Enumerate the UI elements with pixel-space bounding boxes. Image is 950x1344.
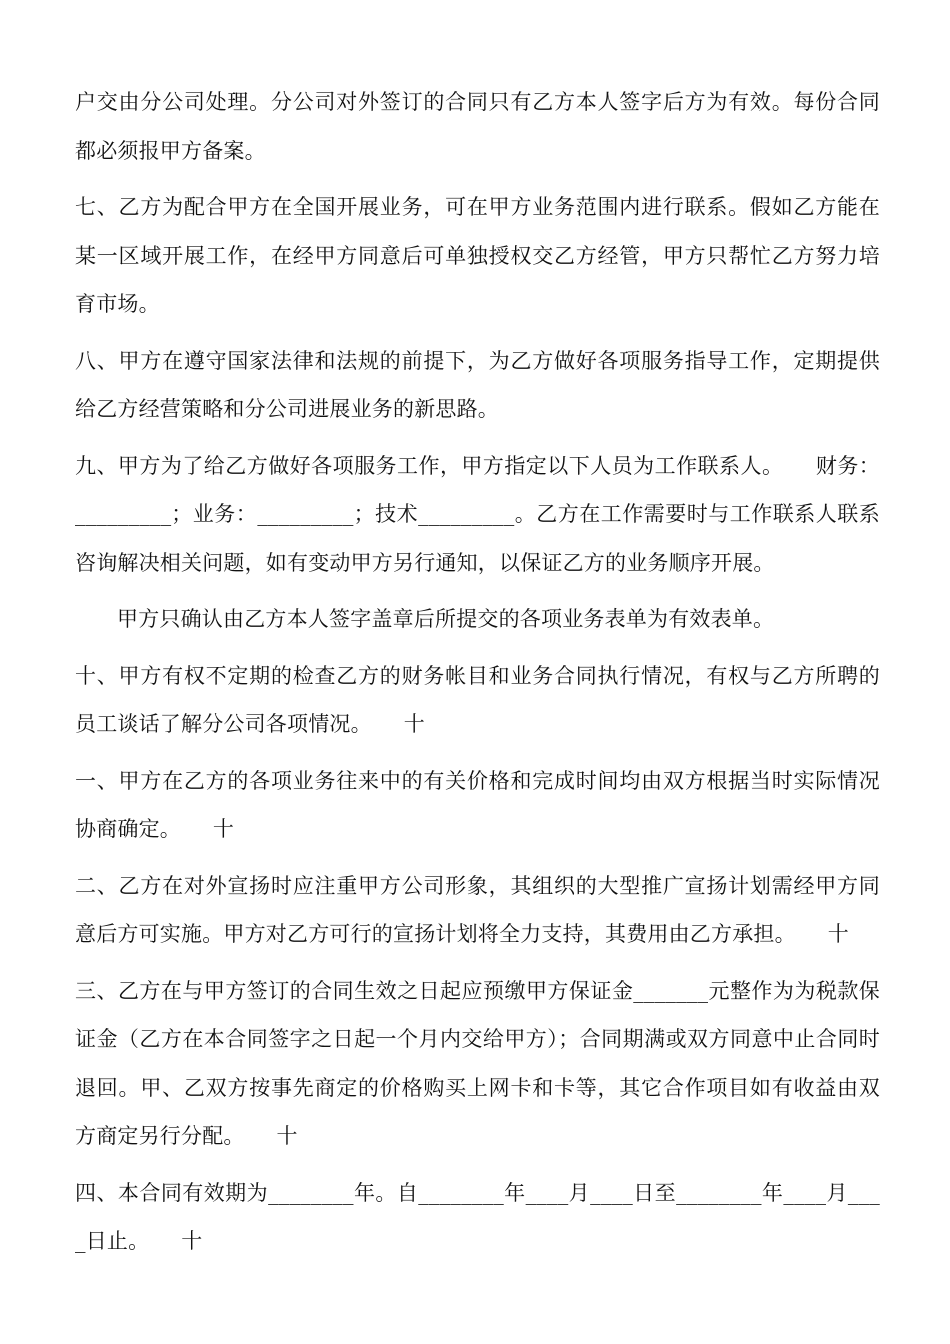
clause-9: 九、甲方为了给乙方做好各项服务工作，甲方指定以下人员为工作联系人。 财务：_________；业务：_________；技术_________。乙方在工作需要时与工作联系人联系咨询解决相关问题，如有变动甲方另行通知，以保证乙方的业务顺序开展。 (75, 453, 880, 575)
clause-7: 七、乙方为配合甲方在全国开展业务，可在甲方业务范围内进行联系。假如乙方能在某一区域开展工作，在经甲方同意后可单独授权交乙方经管，甲方只帮忙乙方努力培育市场。 (75, 195, 880, 316)
clause-8: 八、甲方在遵守国家法律和法规的前提下，为乙方做好各项服务指导工作，定期提供给乙方经营策略和分公司进展业务的新思路。 (75, 348, 880, 421)
clause-14: 四、本合同有效期为________年。自________年____月____日至________年____月____日止。 十 (75, 1180, 880, 1253)
document-page (75, 78, 880, 1274)
clause-13: 三、乙方在与甲方签订的合同生效之日起应预缴甲方保证金_______元整作为为税款保证金（乙方在本合同签字之日起一个月内交给甲方）；合同期满或双方同意中止合同时退回。甲、乙双方按事先商定的价格购买上网卡和卡等，其它合作项目如有收益由双方商定另行分配。 十 (75, 978, 880, 1148)
clause-9-note: 甲方只确认由乙方本人签字盖章后所提交的各项业务表单为有效表单。 (117, 607, 775, 631)
clause-11: 一、甲方在乙方的各项业务往来中的有关价格和完成时间均由双方根据当时实际情况协商确定。 十 (75, 768, 880, 841)
paragraph-continuation: 户交由分公司处理。分公司对外签订的合同只有乙方本人签字后方为有效。每份合同都必须报甲方备案。 (75, 90, 880, 163)
clause-12: 二、乙方在对外宣扬时应注重甲方公司形象，其组织的大型推广宣扬计划需经甲方同意后方可实施。甲方对乙方可行的宣扬计划将全力支持，其费用由乙方承担。 十 (75, 873, 880, 946)
clause-10: 十、甲方有权不定期的检查乙方的财务帐目和业务合同执行情况，有权与乙方所聘的员工谈话了解分公司各项情况。 十 (75, 663, 880, 736)
